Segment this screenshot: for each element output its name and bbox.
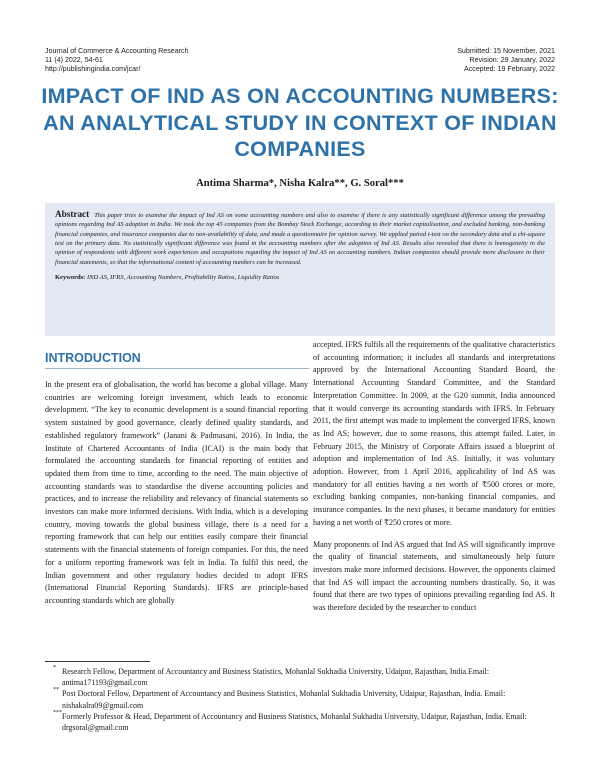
journal-url[interactable]: http://publishingindia.com/jcar/ (45, 65, 141, 74)
section-heading-introduction: INTRODUCTION (45, 351, 141, 365)
submission-dates (457, 47, 555, 75)
footnote (45, 688, 555, 710)
footnote-text: Research Fellow, Department of Accountancy and Business Statistics, Mohanlal Sukhadia University, Udaipur, Rajasthan, India.Email: antima171193@gmail.com (62, 667, 490, 688)
body-column-left: In the present era of globalisation, the world has become a global village. Many countries are welcoming foreign investment, which leads to economic development. “The key to economic development is a sound financial reporting system sustained by good governance, clearly defined quality standards, and established regulatory framework” (Janani & Padmasani, 2016). In India, the Institute of Chartered Accountants of India (ICAI) is the main body that formulated the accounting standards for financial reporting of entities and updated them from time to time, according to the need. The main objective of accounting standards was to standardise the diverse accounting policies and practices, and to increase the reliability and relevancy of financial statements so investors can make more informed decisions. With India, which is a developing country, moving towards the global business village, there is a need for a reporting framework that can help our entities easily compare their financial statements with the financial statements of foreign companies. For this, the need for a uniform reporting framework was felt in India. To fulfil this need, the Indian government and other regulatory bodies decided to adopt IFRS (International Financial Reporting Standards). IFRS are principle-based accounting standards which are globally (45, 380, 308, 605)
body-column-right (313, 339, 555, 624)
footnote-text: Formerly Professor & Head, Department of Accountancy and Business Statistics, Mohanlal Sukhadia University, Udaipur, Rajasthan, India. Email: drgsoral@gmail.com (62, 711, 527, 733)
accepted-date: Accepted: 19 February, 2022 (464, 65, 555, 74)
footnote (45, 666, 555, 688)
section-divider (45, 368, 309, 369)
footnote-mark: *** (53, 709, 62, 716)
keywords-list: IND AS, IFRS, Accounting Numbers, Profitability Ratios, Liquidity Ratios (86, 274, 280, 282)
abstract (55, 210, 545, 267)
paragraph: Many proponents of Ind AS argued that Ind AS will significantly improve the quality of financial statements, and simultaneously help future investors make more informed decisions. However, the opponents claimed that Ind AS will impact the accounting numbers drastically. So, it was found that there are two types of opinions prevailing regarding Ind AS. It was therefore decided by the researcher to conduct (313, 539, 555, 613)
abstract-heading: Abstract (55, 209, 90, 219)
footnotes (45, 666, 555, 733)
footnote-divider (45, 661, 150, 662)
abstract-body: This paper tries to examine the impact of Ind AS on some accounting numbers and also to examine if there is any statistically significant difference among the prevailing opinions regarding Ind AS adoption in India. We took the top 45 companies from the Bombay Stock Exchange, according to their market capitalisation, and excluded banking, non-banking financial companies, and insurance companies due to non-availability of data, and made a questionnaire for opinion survey. We applied paired t-test on the secondary data and a chi-square test on the primary data. No statistically significant difference was found in the accounting numbers after the adoption of Ind AS. Results also revealed that there is homogeneity in the opinion of respondents with different work experiences and occupations regarding the impact of Ind AS on accounting numbers. Indian companies should provide more disclosure in their financial statements, so that the informational content of accounting numbers can be increased. (55, 212, 545, 266)
submitted-date: Submitted: 15 November, 2021 (457, 47, 555, 55)
paragraph: accepted. IFRS fulfils all the requirements of the qualitative characteristics of accounting information; it includes all standards and interpretations approved by the International Accounting Standard Board, the International Accounting Standard Committee, and the Standard Interpretation Committee. In 2009, at the G20 summit, India announced that it would converge its accounting standards with IFRS. In February 2011, the first attempt was made to implement the converged IFRS, known as Ind AS; however, due to some reasons, this attempt failed. Later, in February 2015, the Ministry of Corporate Affairs issued a blueprint of adoption and implementation of Ind AS. Initially, it was voluntary adoption. However, from 1 April 2016, applicability of Ind AS was mandatory for all entities having a net worth of ₹500 crores or more, excluding banking companies, non-banking financial companies, and insurance companies. In the next phases, it became mandatory for entities having a net worth of ₹250 crores or more. (313, 340, 555, 527)
revision-date: Revision: 29 January, 2022 (469, 56, 555, 65)
footnote-mark: * (53, 665, 56, 671)
keywords-label: Keywords: (55, 274, 86, 282)
journal-volume: 11 (4) 2022, 54-61 (45, 56, 103, 65)
keywords (55, 273, 545, 282)
author-list: Antima Sharma*, Nisha Kalra**, G. Soral*** (196, 178, 404, 189)
abstract-box (45, 203, 555, 336)
footnote (45, 711, 555, 733)
journal-name: Journal of Commerce & Accounting Research (45, 47, 189, 55)
footnote-text: Post Doctoral Fellow, Department of Accountancy and Business Statistics, Mohanlal Sukhadia University, Udaipur, Rajasthan, India. Email: nishakalra09@gmail.com (62, 689, 506, 710)
journal-info (45, 47, 189, 75)
paper-title: IMPACT OF IND AS ON ACCOUNTING NUMBERS: AN ANALYTICAL STUDY IN CONTEXT OF INDIAN COMPANIES (41, 84, 559, 161)
footnote-mark: ** (53, 687, 59, 694)
